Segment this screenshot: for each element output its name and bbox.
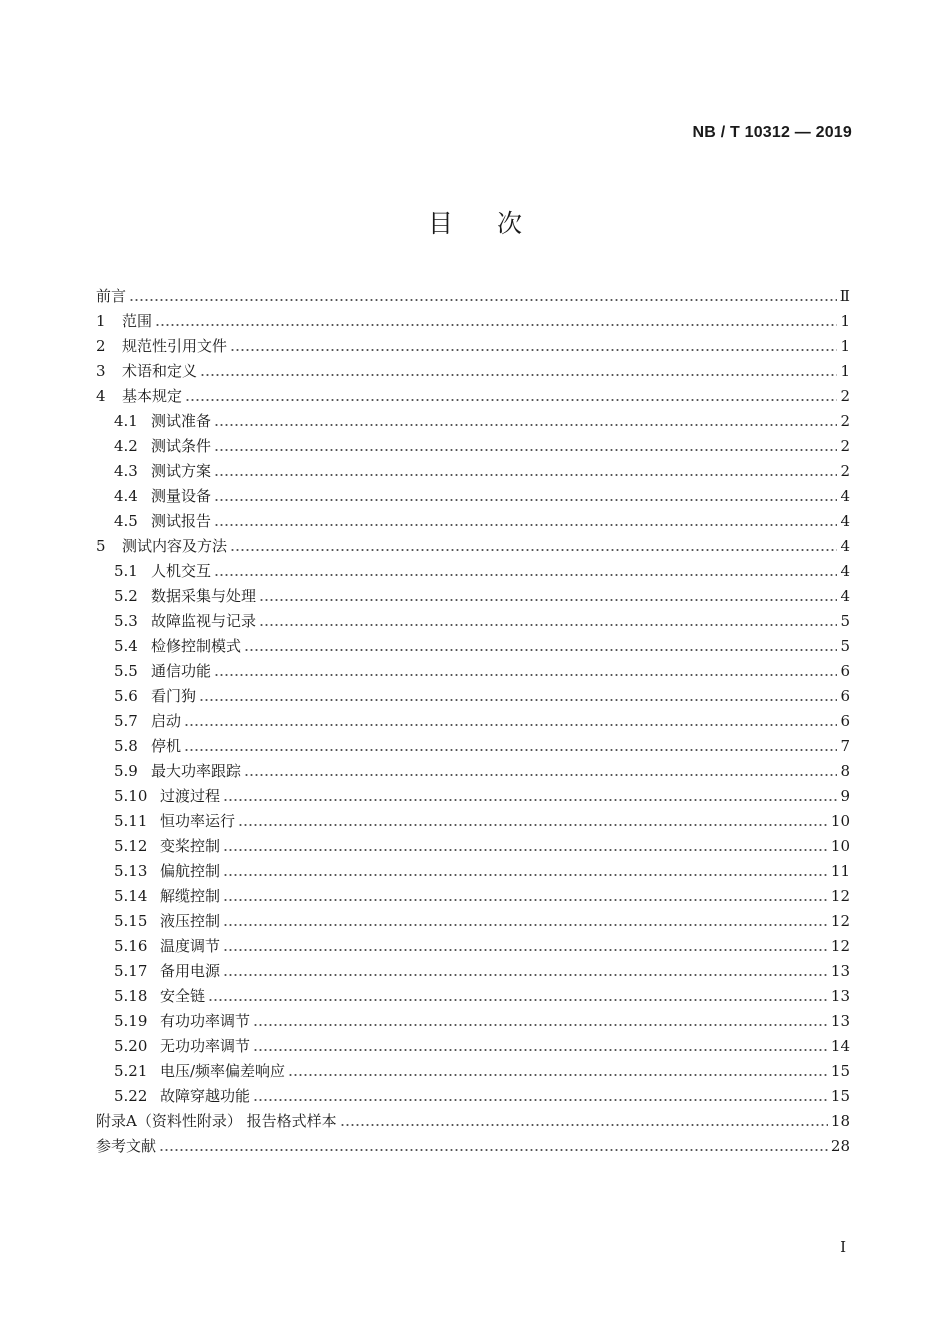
toc-entry-page: 10 xyxy=(830,812,850,830)
toc-entry[interactable] xyxy=(96,734,850,759)
toc-entry-page: 5 xyxy=(840,637,850,655)
toc-entry-number: 4.4 xyxy=(114,487,138,505)
toc-entry[interactable] xyxy=(96,384,850,409)
toc-dot-leader xyxy=(155,309,837,334)
toc-entry-page: 1 xyxy=(840,337,850,355)
toc-dot-leader xyxy=(230,534,837,559)
toc-entry-number: 5.13 xyxy=(114,862,148,880)
toc-dot-leader xyxy=(214,409,837,434)
toc-entry[interactable] xyxy=(96,409,850,434)
table-of-contents xyxy=(96,284,850,1159)
toc-entry-page: 10 xyxy=(830,837,850,855)
toc-entry-title: 数据采集与处理 xyxy=(151,587,257,605)
toc-entry-page: 13 xyxy=(830,987,850,1005)
toc-entry-number: 5.22 xyxy=(114,1087,148,1105)
toc-entry[interactable] xyxy=(96,534,850,559)
toc-entry-page: 11 xyxy=(830,862,850,880)
toc-entry[interactable] xyxy=(96,334,850,359)
toc-dot-leader xyxy=(244,759,837,784)
toc-entry[interactable] xyxy=(96,884,850,909)
toc-entry[interactable] xyxy=(96,1134,850,1159)
toc-entry-number: 5 xyxy=(96,537,106,555)
toc-entry-title: 检修控制模式 xyxy=(151,637,242,655)
toc-entry-page: 1 xyxy=(840,362,850,380)
toc-entry-title: 无功功率调节 xyxy=(160,1037,251,1055)
toc-dot-leader xyxy=(253,1034,828,1059)
toc-entry-page: 2 xyxy=(840,437,850,455)
toc-entry-page: 15 xyxy=(830,1062,850,1080)
toc-entry-title: 范围 xyxy=(122,312,153,330)
toc-entry-page: 2 xyxy=(840,412,850,430)
toc-entry[interactable] xyxy=(96,584,850,609)
toc-dot-leader xyxy=(230,334,837,359)
toc-entry[interactable] xyxy=(96,834,850,859)
toc-entry-title: 附录A（资料性附录） 报告格式样本 xyxy=(96,1112,337,1130)
toc-entry-page: Ⅱ xyxy=(839,287,850,305)
toc-entry-number: 5.20 xyxy=(114,1037,148,1055)
toc-entry[interactable] xyxy=(96,609,850,634)
toc-entry[interactable] xyxy=(96,484,850,509)
toc-entry-number: 1 xyxy=(96,312,106,330)
toc-dot-leader xyxy=(208,984,828,1009)
toc-entry[interactable] xyxy=(96,859,850,884)
toc-entry-number: 5.11 xyxy=(114,812,148,830)
toc-entry-number: 5.21 xyxy=(114,1062,148,1080)
toc-entry-page: 1 xyxy=(840,312,850,330)
toc-dot-leader xyxy=(200,359,837,384)
toc-dot-leader xyxy=(223,784,837,809)
toc-entry-number: 5.9 xyxy=(114,762,138,780)
toc-entry-page: 6 xyxy=(840,687,850,705)
toc-entry-title: 恒功率运行 xyxy=(160,812,236,830)
toc-dot-leader xyxy=(199,684,837,709)
toc-dot-leader xyxy=(185,384,837,409)
toc-entry[interactable] xyxy=(96,934,850,959)
toc-entry-number: 5.10 xyxy=(114,787,148,805)
toc-entry-page: 5 xyxy=(840,612,850,630)
toc-entry[interactable] xyxy=(96,309,850,334)
toc-entry-title: 温度调节 xyxy=(160,937,221,955)
toc-entry-number: 2 xyxy=(96,337,106,355)
toc-entry[interactable] xyxy=(96,759,850,784)
toc-entry-title: 测试方案 xyxy=(151,462,212,480)
toc-entry-title: 安全链 xyxy=(160,987,206,1005)
toc-entry-number: 4 xyxy=(96,387,106,405)
toc-entry-title: 最大功率跟踪 xyxy=(151,762,242,780)
toc-entry[interactable] xyxy=(96,1059,850,1084)
toc-dot-leader xyxy=(184,709,837,734)
toc-entry-title: 参考文献 xyxy=(96,1137,157,1155)
toc-entry-page: 7 xyxy=(840,737,850,755)
toc-entry[interactable] xyxy=(96,284,850,309)
toc-entry-number: 4.5 xyxy=(114,512,138,530)
toc-dot-leader xyxy=(223,884,828,909)
toc-entry-title: 变桨控制 xyxy=(160,837,221,855)
toc-entry-title: 测量设备 xyxy=(151,487,212,505)
toc-entry-page: 12 xyxy=(830,887,850,905)
toc-entry-title: 测试报告 xyxy=(151,512,212,530)
toc-dot-leader xyxy=(288,1059,828,1084)
toc-entry[interactable] xyxy=(96,984,850,1009)
toc-dot-leader xyxy=(129,284,837,309)
toc-entry-title: 停机 xyxy=(151,737,182,755)
toc-entry[interactable] xyxy=(96,359,850,384)
toc-entry-number: 5.8 xyxy=(114,737,138,755)
toc-entry-title: 通信功能 xyxy=(151,662,212,680)
toc-entry[interactable] xyxy=(96,909,850,934)
toc-entry-number: 5.18 xyxy=(114,987,148,1005)
toc-entry-page: 6 xyxy=(840,712,850,730)
toc-entry[interactable] xyxy=(96,809,850,834)
toc-dot-leader xyxy=(259,609,837,634)
toc-dot-leader xyxy=(214,459,837,484)
toc-entry-title: 看门狗 xyxy=(151,687,197,705)
toc-entry-title: 规范性引用文件 xyxy=(122,337,228,355)
toc-entry-number: 4.3 xyxy=(114,462,138,480)
toc-entry-page: 12 xyxy=(830,937,850,955)
toc-dot-leader xyxy=(214,559,837,584)
toc-entry[interactable] xyxy=(96,709,850,734)
toc-entry-page: 14 xyxy=(830,1037,850,1055)
toc-entry[interactable] xyxy=(96,784,850,809)
toc-entry-title: 解缆控制 xyxy=(160,887,221,905)
toc-entry-title: 启动 xyxy=(151,712,182,730)
toc-entry-title: 人机交互 xyxy=(151,562,212,580)
toc-dot-leader xyxy=(214,509,837,534)
toc-entry-title: 基本规定 xyxy=(122,387,183,405)
toc-entry-title: 前言 xyxy=(96,287,127,305)
toc-dot-leader xyxy=(244,634,837,659)
page-number: I xyxy=(840,1238,846,1256)
toc-entry-title: 故障监视与记录 xyxy=(151,612,257,630)
toc-entry-title: 液压控制 xyxy=(160,912,221,930)
toc-entry[interactable] xyxy=(96,1009,850,1034)
toc-entry-number: 5.2 xyxy=(114,587,138,605)
toc-dot-leader xyxy=(238,809,828,834)
toc-entry-title: 故障穿越功能 xyxy=(160,1087,251,1105)
page-title: 目次 xyxy=(427,209,566,238)
toc-entry[interactable] xyxy=(96,459,850,484)
toc-entry[interactable] xyxy=(96,959,850,984)
toc-entry-title: 偏航控制 xyxy=(160,862,221,880)
toc-entry[interactable] xyxy=(96,1084,850,1109)
toc-entry-page: 13 xyxy=(830,1012,850,1030)
toc-entry-number: 5.17 xyxy=(114,962,148,980)
toc-entry-page: 2 xyxy=(840,387,850,405)
toc-entry-page: 6 xyxy=(840,662,850,680)
toc-entry-number: 5.16 xyxy=(114,937,148,955)
toc-dot-leader xyxy=(214,434,837,459)
toc-entry-page: 28 xyxy=(830,1137,850,1155)
toc-dot-leader xyxy=(159,1134,828,1159)
toc-entry-title: 有功功率调节 xyxy=(160,1012,251,1030)
toc-entry-title: 备用电源 xyxy=(160,962,221,980)
toc-entry-page: 12 xyxy=(830,912,850,930)
toc-entry-number: 4.1 xyxy=(114,412,138,430)
toc-entry-page: 4 xyxy=(840,537,850,555)
toc-entry-page: 18 xyxy=(830,1112,850,1130)
toc-entry-number: 4.2 xyxy=(114,437,138,455)
toc-entry-page: 4 xyxy=(840,512,850,530)
toc-entry-page: 9 xyxy=(840,787,850,805)
toc-entry-number: 5.3 xyxy=(114,612,138,630)
toc-entry-title: 测试内容及方法 xyxy=(122,537,228,555)
toc-entry-title: 过渡过程 xyxy=(160,787,221,805)
toc-entry-page: 4 xyxy=(840,487,850,505)
toc-entry-number: 5.12 xyxy=(114,837,148,855)
toc-entry[interactable] xyxy=(96,659,850,684)
toc-entry-number: 5.6 xyxy=(114,687,138,705)
toc-dot-leader xyxy=(223,934,828,959)
toc-entry-page: 4 xyxy=(840,562,850,580)
toc-entry[interactable] xyxy=(96,509,850,534)
toc-entry-title: 术语和定义 xyxy=(122,362,198,380)
document-code: NB / T 10312 — 2019 xyxy=(692,124,852,141)
toc-entry-page: 2 xyxy=(840,462,850,480)
toc-dot-leader xyxy=(253,1009,828,1034)
toc-dot-leader xyxy=(223,909,828,934)
toc-entry[interactable] xyxy=(96,559,850,584)
toc-entry-title: 测试条件 xyxy=(151,437,212,455)
toc-dot-leader xyxy=(214,659,837,684)
toc-entry-page: 8 xyxy=(840,762,850,780)
toc-entry-number: 5.4 xyxy=(114,637,138,655)
toc-entry[interactable] xyxy=(96,1109,850,1134)
toc-entry-title: 电压/频率偏差响应 xyxy=(160,1062,286,1080)
toc-entry-number: 5.19 xyxy=(114,1012,148,1030)
toc-entry-number: 5.15 xyxy=(114,912,148,930)
toc-entry-number: 5.14 xyxy=(114,887,148,905)
toc-dot-leader xyxy=(223,834,828,859)
toc-dot-leader xyxy=(340,1109,828,1134)
toc-entry-number: 5.1 xyxy=(114,562,138,580)
toc-dot-leader xyxy=(223,859,828,884)
toc-entry-page: 4 xyxy=(840,587,850,605)
toc-entry-page: 13 xyxy=(830,962,850,980)
toc-entry[interactable] xyxy=(96,434,850,459)
toc-dot-leader xyxy=(184,734,837,759)
toc-entry-page: 15 xyxy=(830,1087,850,1105)
toc-entry-number: 5.7 xyxy=(114,712,138,730)
toc-dot-leader xyxy=(259,584,837,609)
toc-entry[interactable] xyxy=(96,634,850,659)
toc-dot-leader xyxy=(253,1084,828,1109)
toc-entry-title: 测试准备 xyxy=(151,412,212,430)
toc-entry[interactable] xyxy=(96,684,850,709)
toc-entry[interactable] xyxy=(96,1034,850,1059)
toc-entry-number: 5.5 xyxy=(114,662,138,680)
toc-dot-leader xyxy=(214,484,837,509)
toc-dot-leader xyxy=(223,959,828,984)
toc-entry-number: 3 xyxy=(96,362,106,380)
